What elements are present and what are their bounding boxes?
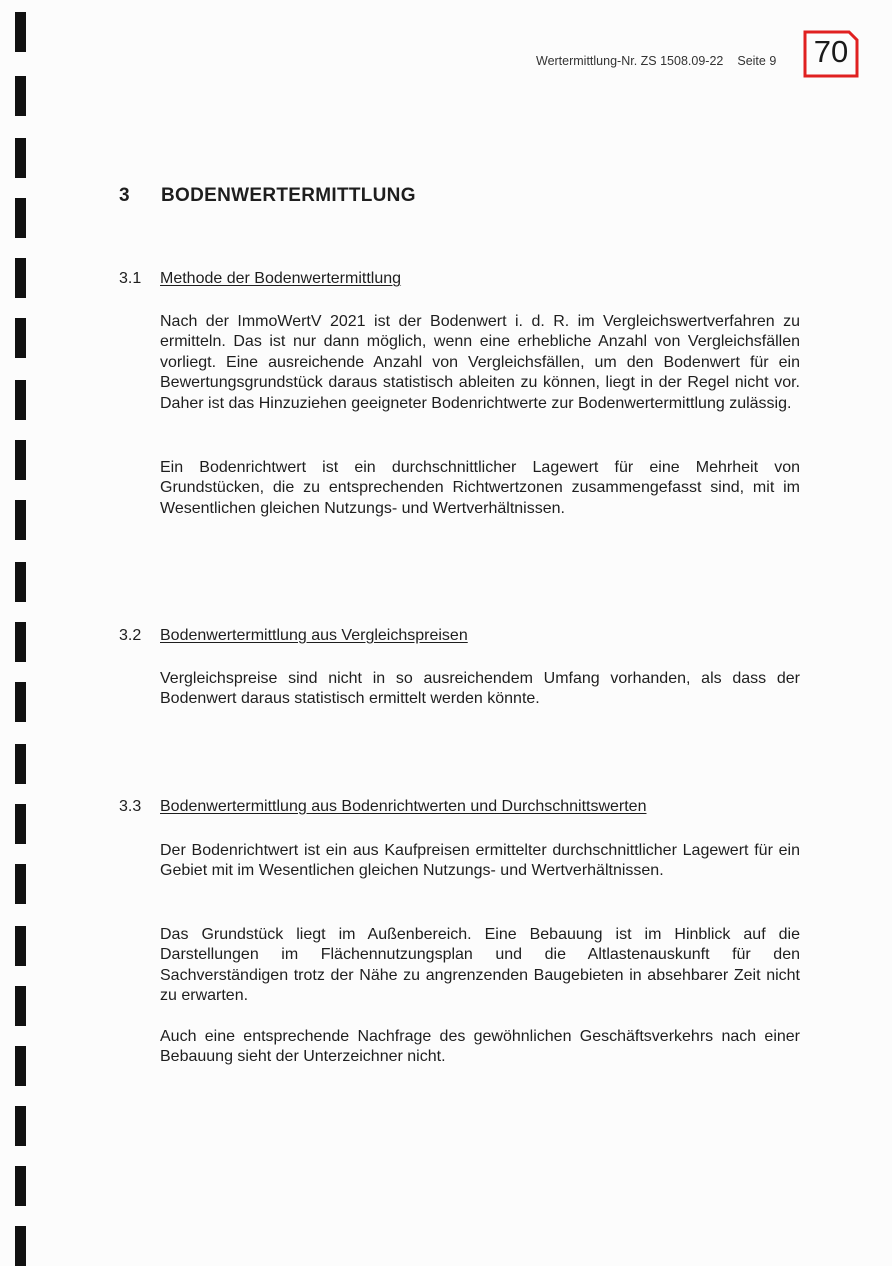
section-heading	[119, 185, 416, 207]
ring-binding	[15, 0, 27, 1262]
section-title: BODENWERTERMITTLUNG	[161, 185, 416, 206]
paragraph: Ein Bodenrichtwert ist ein durchschnittlicher Lagewert für eine Mehrheit von Grundstücken, die zu entsprechenden Richtwertzonen zusammengefasst sind, mit im Wesentlichen gleichen Nutzungs- und Wertverhältnissen.	[160, 459, 800, 517]
subsection-title: Bodenwertermittlung aus Vergleichspreisen	[160, 627, 468, 644]
page-stamp	[803, 30, 859, 78]
subsection-number: 3.3	[119, 798, 142, 815]
subsection-number: 3.2	[119, 627, 142, 644]
paragraph: Nach der ImmoWertV 2021 ist der Bodenwert i. d. R. im Vergleichswertverfahren zu ermitteln. Das ist nur dann möglich, wenn eine erhebliche Anzahl von Vergleichsfällen vorliegt. Eine ausreichende Anzahl von Vergleichsfällen, um den Bodenwert für ein Bewertungsgrundstück daraus statistisch ableiten zu können, liegt in der Regel nicht vor. Daher ist das Hinzuziehen geeigneter Bodenrichtwerte zur Bodenwertermittlung zulässig.	[160, 313, 800, 412]
subsection-heading-3-3	[119, 798, 646, 816]
reference-number: Wertermittlung-Nr. ZS 1508.09-22	[536, 54, 724, 68]
paragraph: Vergleichspreise sind nicht in so ausreichendem Umfang vorhanden, als dass der Bodenwert daraus statistisch ermittelt werden könnte.	[160, 670, 800, 708]
paragraph: Der Bodenrichtwert ist ein aus Kaufpreisen ermittelter durchschnittlicher Lagewert für ein Gebiet mit im Wesentlichen gleichen Nutzungs- und Wertverhältnissen.	[160, 842, 800, 880]
section-number: 3	[119, 185, 130, 206]
subsection-title: Bodenwertermittlung aus Bodenrichtwerten und Durchschnittswerten	[160, 798, 647, 815]
paragraph: Das Grundstück liegt im Außenbereich. Eine Bebauung ist im Hinblick auf die Darstellungen im Flächennutzungsplan und die Altlastenauskunft für den Sachverständigen trotz der Nähe zu angrenzenden Baugebieten in absehbarer Zeit nicht zu erwarten.	[160, 926, 800, 1005]
subsection-heading-3-2	[119, 627, 468, 645]
subsection-heading-3-1	[119, 270, 401, 288]
subsection-title: Methode der Bodenwertermittlung	[160, 270, 402, 287]
subsection-number: 3.1	[119, 270, 142, 287]
page-number: Seite 9	[737, 54, 777, 68]
page-header	[536, 54, 776, 68]
paragraph: Auch eine entsprechende Nachfrage des gewöhnlichen Geschäftsverkehrs nach einer Bebauung sieht der Unterzeichner nicht.	[160, 1028, 800, 1066]
stamp-number: 70	[813, 34, 849, 69]
